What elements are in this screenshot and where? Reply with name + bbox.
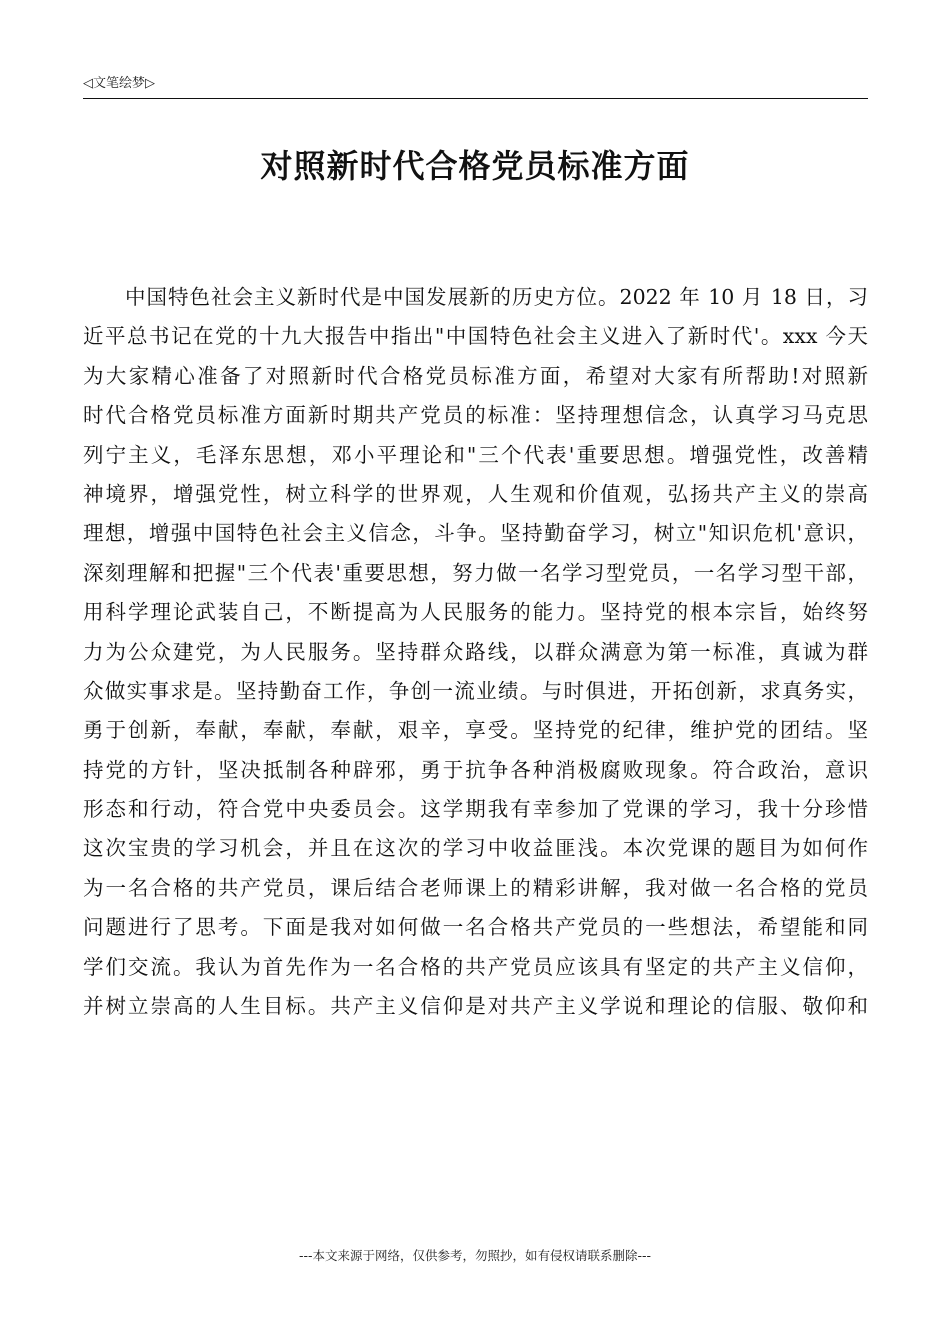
body-line: 时代合格党员标准方面新时期共产党员的标准：坚持理想信念，认真学习马克思: [83, 403, 868, 428]
body-line: 这次宝贵的学习机会，并且在这次的学习中收益匪浅。本次党课的题目为如何作: [83, 836, 868, 861]
body-line: 近平总书记在党的十九大报告中指出"中国特色社会主义进入了新时代'。xxx 今天: [83, 324, 868, 349]
document-body: [83, 278, 868, 1026]
body-line: 形态和行动，符合党中央委员会。这学期我有幸参加了党课的学习，我十分珍惜: [83, 797, 868, 822]
body-line: 力为公众建党，为人民服务。坚持群众路线，以群众满意为第一标准，真诚为群: [83, 639, 868, 664]
body-line: 列宁主义，毛泽东思想，邓小平理论和"三个代表'重要思想。增强党性，改善精: [83, 442, 868, 467]
header-logo-text: ◁文笔绘梦▷: [83, 76, 155, 91]
document-title: 对照新时代合格党员标准方面: [260, 147, 690, 185]
body-line: 并树立崇高的人生目标。共产主义信仰是对共产主义学说和理论的信服、敬仰和: [83, 994, 868, 1019]
body-line: 问题进行了思考。下面是我对如何做一名合格共产党员的一些想法，希望能和同: [83, 915, 868, 940]
body-line: 理想，增强中国特色社会主义信念，斗争。坚持勤奋学习，树立"知识危机'意识，: [83, 521, 868, 546]
body-line: 用科学理论武装自己，不断提高为人民服务的能力。坚持党的根本宗旨，始终努: [83, 600, 868, 625]
body-line: 众做实事求是。坚持勤奋工作，争创一流业绩。与时俱进，开拓创新，求真务实，: [83, 678, 868, 703]
body-line: 持党的方针，坚决抵制各种辟邪，勇于抗争各种消极腐败现象。符合政治，意识: [83, 757, 868, 782]
page-header: [83, 74, 868, 99]
body-line: 为大家精心准备了对照新时代合格党员标准方面，希望对大家有所帮助!对照新: [83, 363, 868, 388]
page-footer-disclaimer: ---本文来源于网络，仅供参考，勿照抄，如有侵权请联系删除---: [298, 1248, 652, 1263]
body-line: 学们交流。我认为首先作为一名合格的共产党员应该具有坚定的共产主义信仰，: [83, 954, 868, 979]
body-line: 为一名合格的共产党员，课后结合老师课上的精彩讲解，我对做一名合格的党员: [83, 875, 868, 900]
body-line: 深刻理解和把握"三个代表'重要思想，努力做一名学习型党员，一名学习型干部，: [83, 560, 868, 585]
body-line: 神境界，增强党性，树立科学的世界观，人生观和价值观，弘扬共产主义的崇高: [83, 481, 868, 506]
body-line: 勇于创新，奉献，奉献，奉献，艰辛，享受。坚持党的纪律，维护党的团结。坚: [83, 718, 868, 743]
body-line: 中国特色社会主义新时代是中国发展新的历史方位。2022 年 10 月 18 日，习: [125, 285, 868, 309]
